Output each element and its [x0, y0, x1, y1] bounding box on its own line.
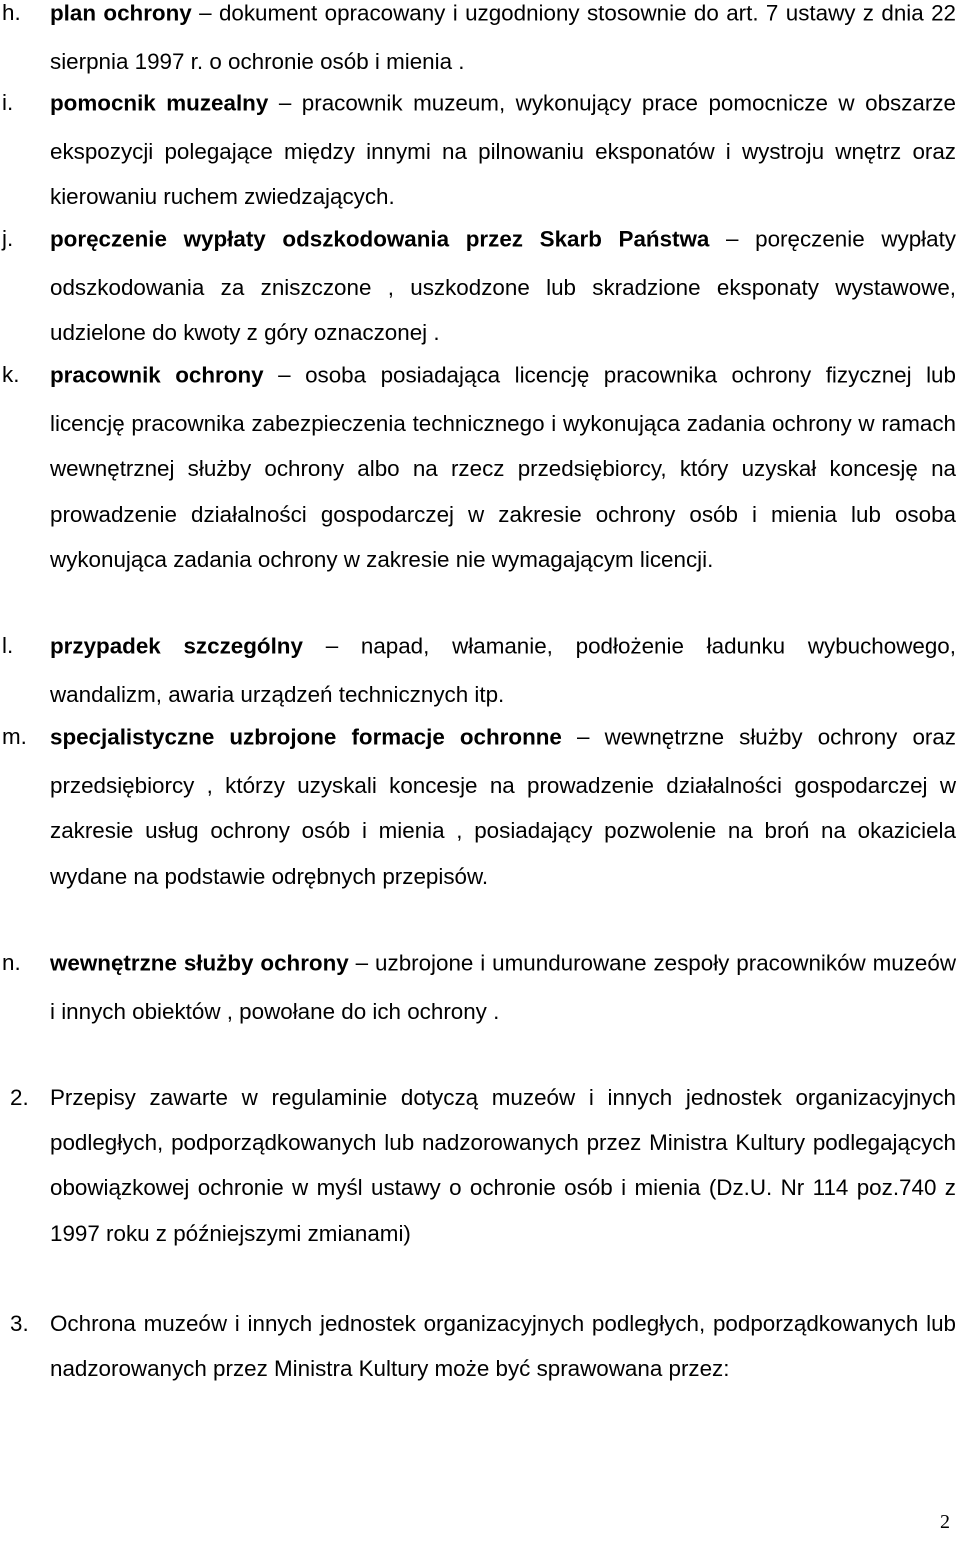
item-dash: – — [355, 950, 369, 975]
item-dash: – — [577, 724, 590, 749]
item-m — [2, 714, 956, 899]
item-label: i. — [2, 90, 14, 115]
item-text: dokument opracowany i uzgodniony stosownie do art. 7 ustawy z dnia 22 sierpnia 1997 r. o ochronie osób i mienia . — [50, 0, 956, 75]
item-text: uzbrojone i umundurowane zespoły pracowników muzeów i innych obiektów , powołane do ich ochrony . — [50, 950, 956, 1025]
item-text: napad, włamanie, podłożenie ładunku wybuchowego, wandalizm, awaria urządzeń technicznych itp. — [50, 633, 956, 708]
item-dash: – — [726, 226, 739, 251]
item-text: wewnętrzne służby ochrony oraz przedsiębiorcy , którzy uzyskali koncesje na prowadzenie działalności gospodarczej w zakresie usług ochrony osób i mienia , posiadający pozwolenie na broń na okaziciela wydane na podstawie odrębnych przepisów. — [50, 724, 956, 889]
item-l — [2, 623, 956, 717]
paragraph-3 — [10, 1301, 956, 1391]
item-term: pracownik ochrony — [50, 362, 264, 388]
item-term: specjalistyczne uzbrojone formacje ochronne — [50, 724, 562, 750]
item-term: przypadek szczególny — [50, 633, 303, 659]
item-dash: – — [278, 90, 292, 115]
item-term: pomocnik muzealny — [50, 90, 269, 116]
item-label: h. — [2, 0, 21, 25]
item-k — [2, 352, 956, 582]
item-term: wewnętrzne służby ochrony — [50, 950, 349, 976]
item-text: osoba posiadająca licencję pracownika ochrony fizycznej lub licencję pracownika zabezpieczenia technicznego i wykonująca zadania ochrony w ramach wewnętrznej służby ochrony albo na rzecz przedsiębiorcy, który uzyskał koncesję na prowadzenie działalności gospodarczej w zakresie ochrony osób i mienia lub osoba wykonująca zadania ochrony w zakresie nie wymagającym licencji. — [50, 362, 956, 572]
item-dash: – — [199, 0, 212, 25]
paragraph-text: Ochrona muzeów i innych jednostek organizacyjnych podległych, podporządkowanych lub nadzorowanych przez Ministra Kultury może być sprawowana przez: — [50, 1311, 956, 1382]
item-h — [2, 0, 956, 84]
item-text: poręczenie wypłaty odszkodowania za zniszczone , uszkodzone lub skradzione eksponaty wystawowe, udzielone do kwoty z góry oznaczonej . — [50, 226, 956, 346]
item-label: j. — [2, 226, 14, 251]
item-n — [2, 940, 956, 1034]
item-label: l. — [2, 633, 14, 658]
item-label: m. — [2, 724, 27, 749]
item-term: poręczenie wypłaty odszkodowania przez Skarb Państwa — [50, 226, 710, 252]
item-label: n. — [2, 950, 21, 975]
item-text: pracownik muzeum, wykonujący prace pomocnicze w obszarze ekspozycji polegające między innymi na pilnowaniu eksponatów i wystroju wnętrz oraz kierowaniu ruchem zwiedzających. — [50, 90, 956, 210]
item-label: k. — [2, 362, 20, 387]
item-j — [2, 216, 956, 356]
item-i — [2, 80, 956, 220]
item-dash: – — [278, 362, 291, 387]
paragraph-text: Przepisy zawarte w regulaminie dotyczą muzeów i innych jednostek organizacyjnych podległych, podporządkowanych lub nadzorowanych przez Ministra Kultury podlegających obowiązkowej ochronie w myśl ustawy o ochronie osób i mienia (Dz.U. Nr 114 poz.740 z 1997 roku z późniejszymi zmianami) — [50, 1085, 956, 1246]
paragraph-2 — [10, 1075, 956, 1256]
paragraph-number: 2. — [10, 1085, 29, 1110]
item-term: plan ochrony — [50, 0, 192, 26]
paragraph-number: 3. — [10, 1311, 29, 1336]
page-number: 2 — [940, 1511, 950, 1533]
item-dash: – — [325, 633, 339, 658]
